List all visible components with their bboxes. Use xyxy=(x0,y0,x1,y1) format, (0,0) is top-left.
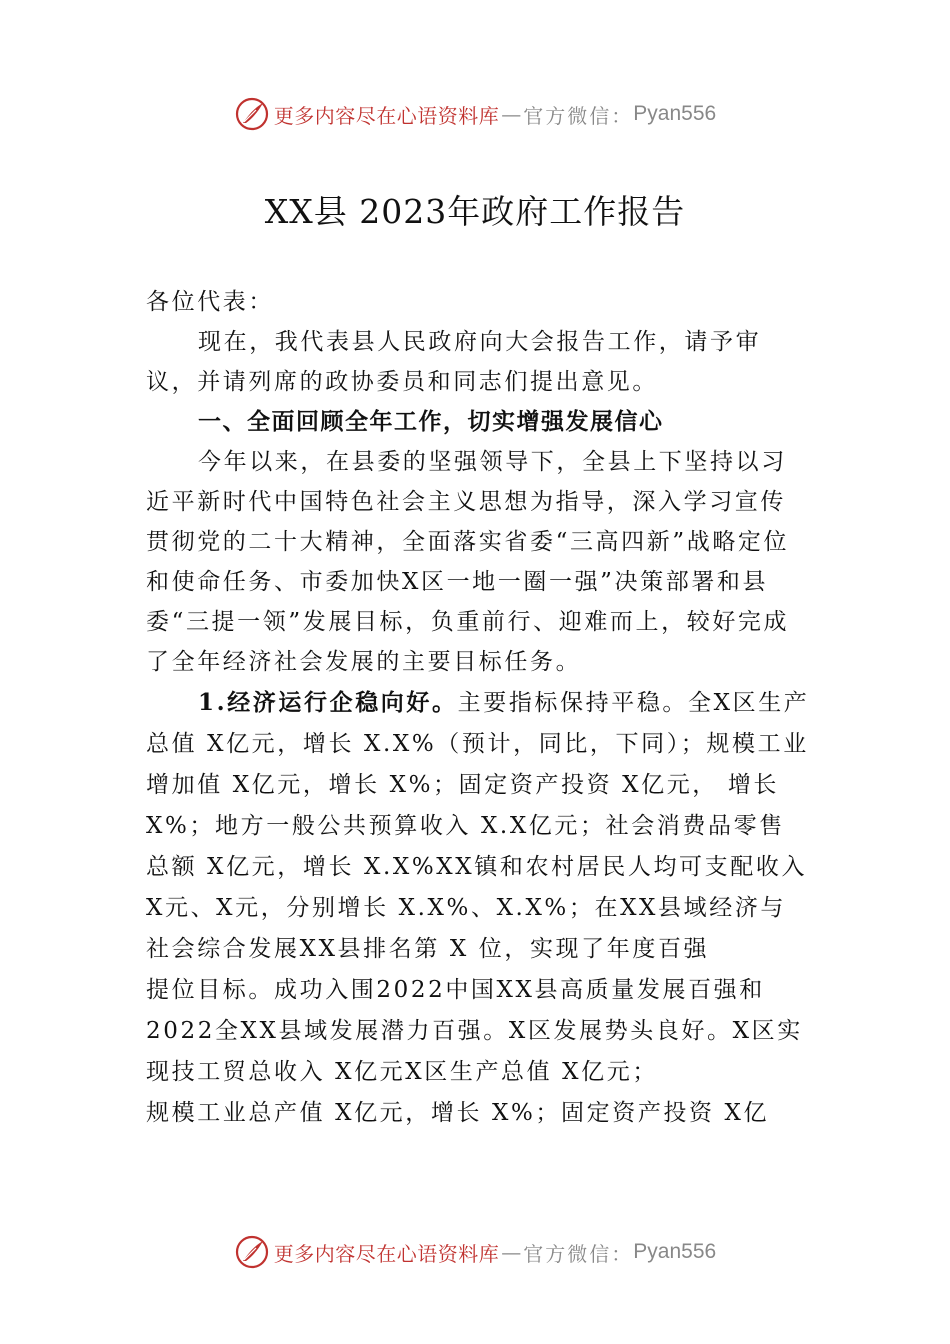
watermark-main-text: 更多内容尽在心语资料库 xyxy=(273,103,500,128)
ranking-paragraph: 提位目标。成功入围2022中国XX县高质量发展百强和2022全XX县域发展潜力百强。X区发展势头良好。X区实现技工贸总收入 X亿元X区生产总值 X亿元； xyxy=(146,977,803,1085)
document-body xyxy=(146,282,810,1134)
economy-text: 主要指标保持平稳。全X区生产总值 X亿元，增长 X.X%（预计，同比，下同）；规模工业增加值 X亿元，增长 X%；固定资产投资 X亿元， 增长X%；地方一般公共预算收入 X.X亿元；社会消费品零售总额 X亿元，增长 X.X%XX镇和农村居民人均可支配收入 X元、X元，分别增长 X.X%、X.X%；在XX县域经济与社会综合发展XX县排名第 X 位，实现了年度百强 xyxy=(146,690,810,962)
watermark-main-text: 更多内容尽在心语资料库 xyxy=(273,1241,500,1266)
document-title: XX县 2023年政府工作报告 xyxy=(264,192,686,231)
feather-pen-logo-icon xyxy=(234,96,270,132)
watermark-separator: — xyxy=(501,102,522,126)
watermark-wechat-label: 官方微信： xyxy=(523,1241,634,1266)
watermark-wechat-id: Pyan556 xyxy=(633,1240,717,1263)
intro-paragraph: 现在，我代表县人民政府向大会报告工作，请予审议，并请列席的政协委员和同志们提出意见。 xyxy=(146,329,762,395)
review-paragraph: 今年以来，在县委的坚强领导下，全县上下坚持以习近平新时代中国特色社会主义思想为指导，深入学习宣传贯彻党的二十大精神，全面落实省委“三高四新”战略定位和使命任务、市委加快X区一地一圈一强”决策部署和县委“三提一领”发展目标，负重前行、迎难而上，较好完成了全年经济社会发展的主要目标任务。 xyxy=(146,449,790,675)
economy-lead: 1.经济运行企稳向好。 xyxy=(198,689,458,716)
economy-paragraph xyxy=(146,682,810,970)
watermark-banner-top xyxy=(0,92,950,136)
watermark-banner-bottom xyxy=(0,1230,950,1274)
industry-paragraph: 规模工业总产值 X亿元，增长 X%；固定资产投资 X亿 xyxy=(146,1100,770,1126)
watermark-separator: — xyxy=(501,1240,522,1264)
watermark-wechat-label: 官方微信： xyxy=(523,103,634,128)
watermark-wechat-id: Pyan556 xyxy=(633,102,717,125)
salutation: 各位代表： xyxy=(146,289,274,315)
section-heading: 一、全面回顾全年工作，切实增强发展信心 xyxy=(198,409,664,435)
feather-pen-logo-icon xyxy=(234,1234,270,1270)
